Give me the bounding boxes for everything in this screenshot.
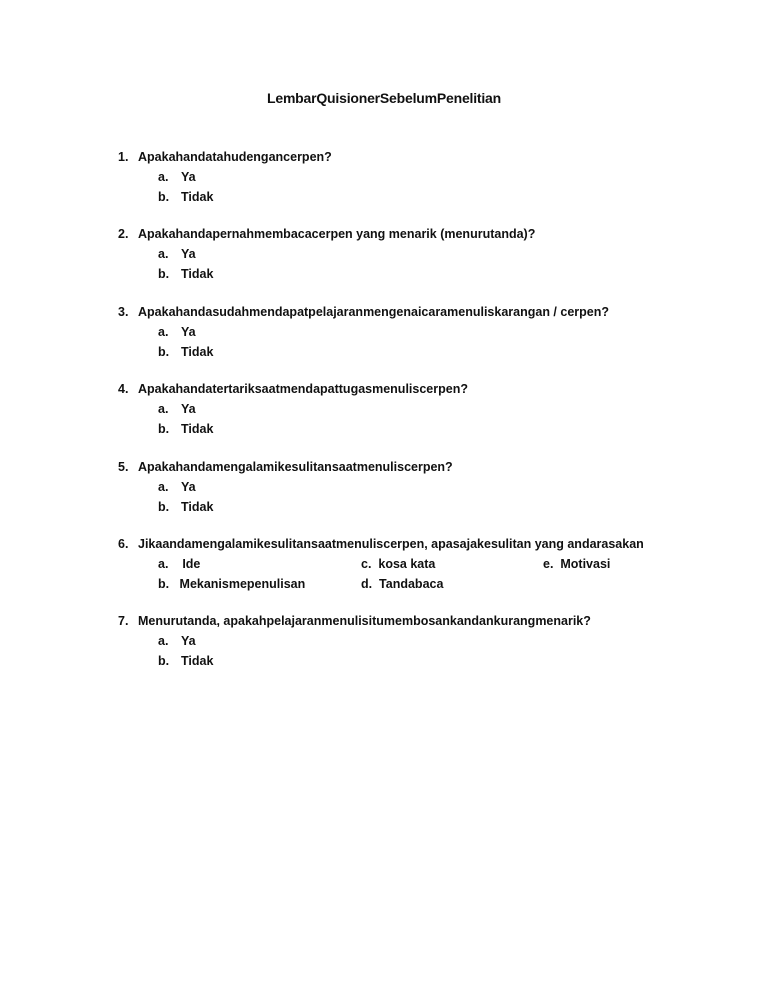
option-mekanisme-penulisan: b. Mekanismepenulisan (158, 577, 306, 591)
option-text: Tidak (181, 345, 214, 359)
question-line (118, 534, 738, 554)
option-row-2 (158, 574, 738, 594)
option-kosa-kata: c. kosa kata (361, 557, 436, 571)
option-letter: b. (158, 654, 170, 668)
option-a (158, 477, 738, 497)
question-line (118, 302, 738, 322)
option-text: Ya (181, 634, 196, 648)
question-line (118, 224, 738, 244)
option-b (158, 187, 738, 207)
option-a (158, 322, 738, 342)
question-line (118, 379, 738, 399)
question-2 (118, 224, 738, 284)
question-text: Jikaandamengalamikesulitansaatmenuliscerpen, apasajakesulitan yang andarasakan (138, 537, 644, 551)
option-text: Ya (181, 170, 196, 184)
question-1 (118, 147, 738, 207)
option-letter: a. (158, 325, 169, 339)
question-text: Apakahandatertariksaatmendapattugasmenuliscerpen? (138, 382, 468, 396)
option-row-1 (158, 554, 738, 574)
question-number: 1. (118, 150, 129, 164)
question-text: Apakahandatahudengancerpen? (138, 150, 332, 164)
option-b (158, 264, 738, 284)
option-b (158, 342, 738, 362)
option-letter: a. (158, 247, 169, 261)
option-letter: b. (158, 345, 170, 359)
question-line (118, 611, 738, 631)
question-7 (118, 611, 738, 671)
question-3 (118, 302, 738, 362)
option-motivasi: e. Motivasi (543, 557, 611, 571)
option-a (158, 631, 738, 651)
option-tanda-baca: d. Tandabaca (361, 577, 444, 591)
option-letter: b. (158, 190, 170, 204)
option-letter: a. (158, 634, 169, 648)
question-text: Apakahandasudahmendapatpelajaranmengenaicaramenuliskarangan / cerpen? (138, 305, 609, 319)
option-letter: a. (158, 402, 169, 416)
option-text: Tidak (181, 500, 214, 514)
option-b (158, 497, 738, 517)
question-number: 2. (118, 227, 129, 241)
question-line (118, 457, 738, 477)
option-text: Ya (181, 402, 196, 416)
question-number: 4. (118, 382, 129, 396)
document-title: LembarQuisionerSebelumPenelitian (267, 90, 501, 106)
option-letter: b. (158, 500, 170, 514)
question-number: 5. (118, 460, 129, 474)
option-a (158, 244, 738, 264)
question-number: 3. (118, 305, 129, 319)
question-number: 7. (118, 614, 129, 628)
question-text: Apakahandapernahmembacacerpen yang menarik (menurutanda)? (138, 227, 536, 241)
question-number: 6. (118, 537, 129, 551)
option-text: Ya (181, 480, 196, 494)
question-line (118, 147, 738, 167)
option-b (158, 419, 738, 439)
question-6 (118, 534, 738, 594)
option-letter: b. (158, 422, 170, 436)
question-4 (118, 379, 738, 439)
option-text: Ya (181, 325, 196, 339)
option-letter: a. (158, 480, 169, 494)
option-letter: b. (158, 267, 170, 281)
option-b (158, 651, 738, 671)
option-text: Ya (181, 247, 196, 261)
question-text: Apakahandamengalamikesulitansaatmenuliscerpen? (138, 460, 453, 474)
option-a (158, 167, 738, 187)
option-letter: a. (158, 170, 169, 184)
question-text: Menurutanda, apakahpelajaranmenulisitumembosankandankurangmenarik? (138, 614, 591, 628)
option-text: Tidak (181, 422, 214, 436)
option-text: Tidak (181, 654, 214, 668)
option-text: Tidak (181, 267, 214, 281)
question-5 (118, 457, 738, 517)
option-text: Tidak (181, 190, 214, 204)
option-a (158, 399, 738, 419)
option-ide: a. Ide (158, 557, 201, 571)
